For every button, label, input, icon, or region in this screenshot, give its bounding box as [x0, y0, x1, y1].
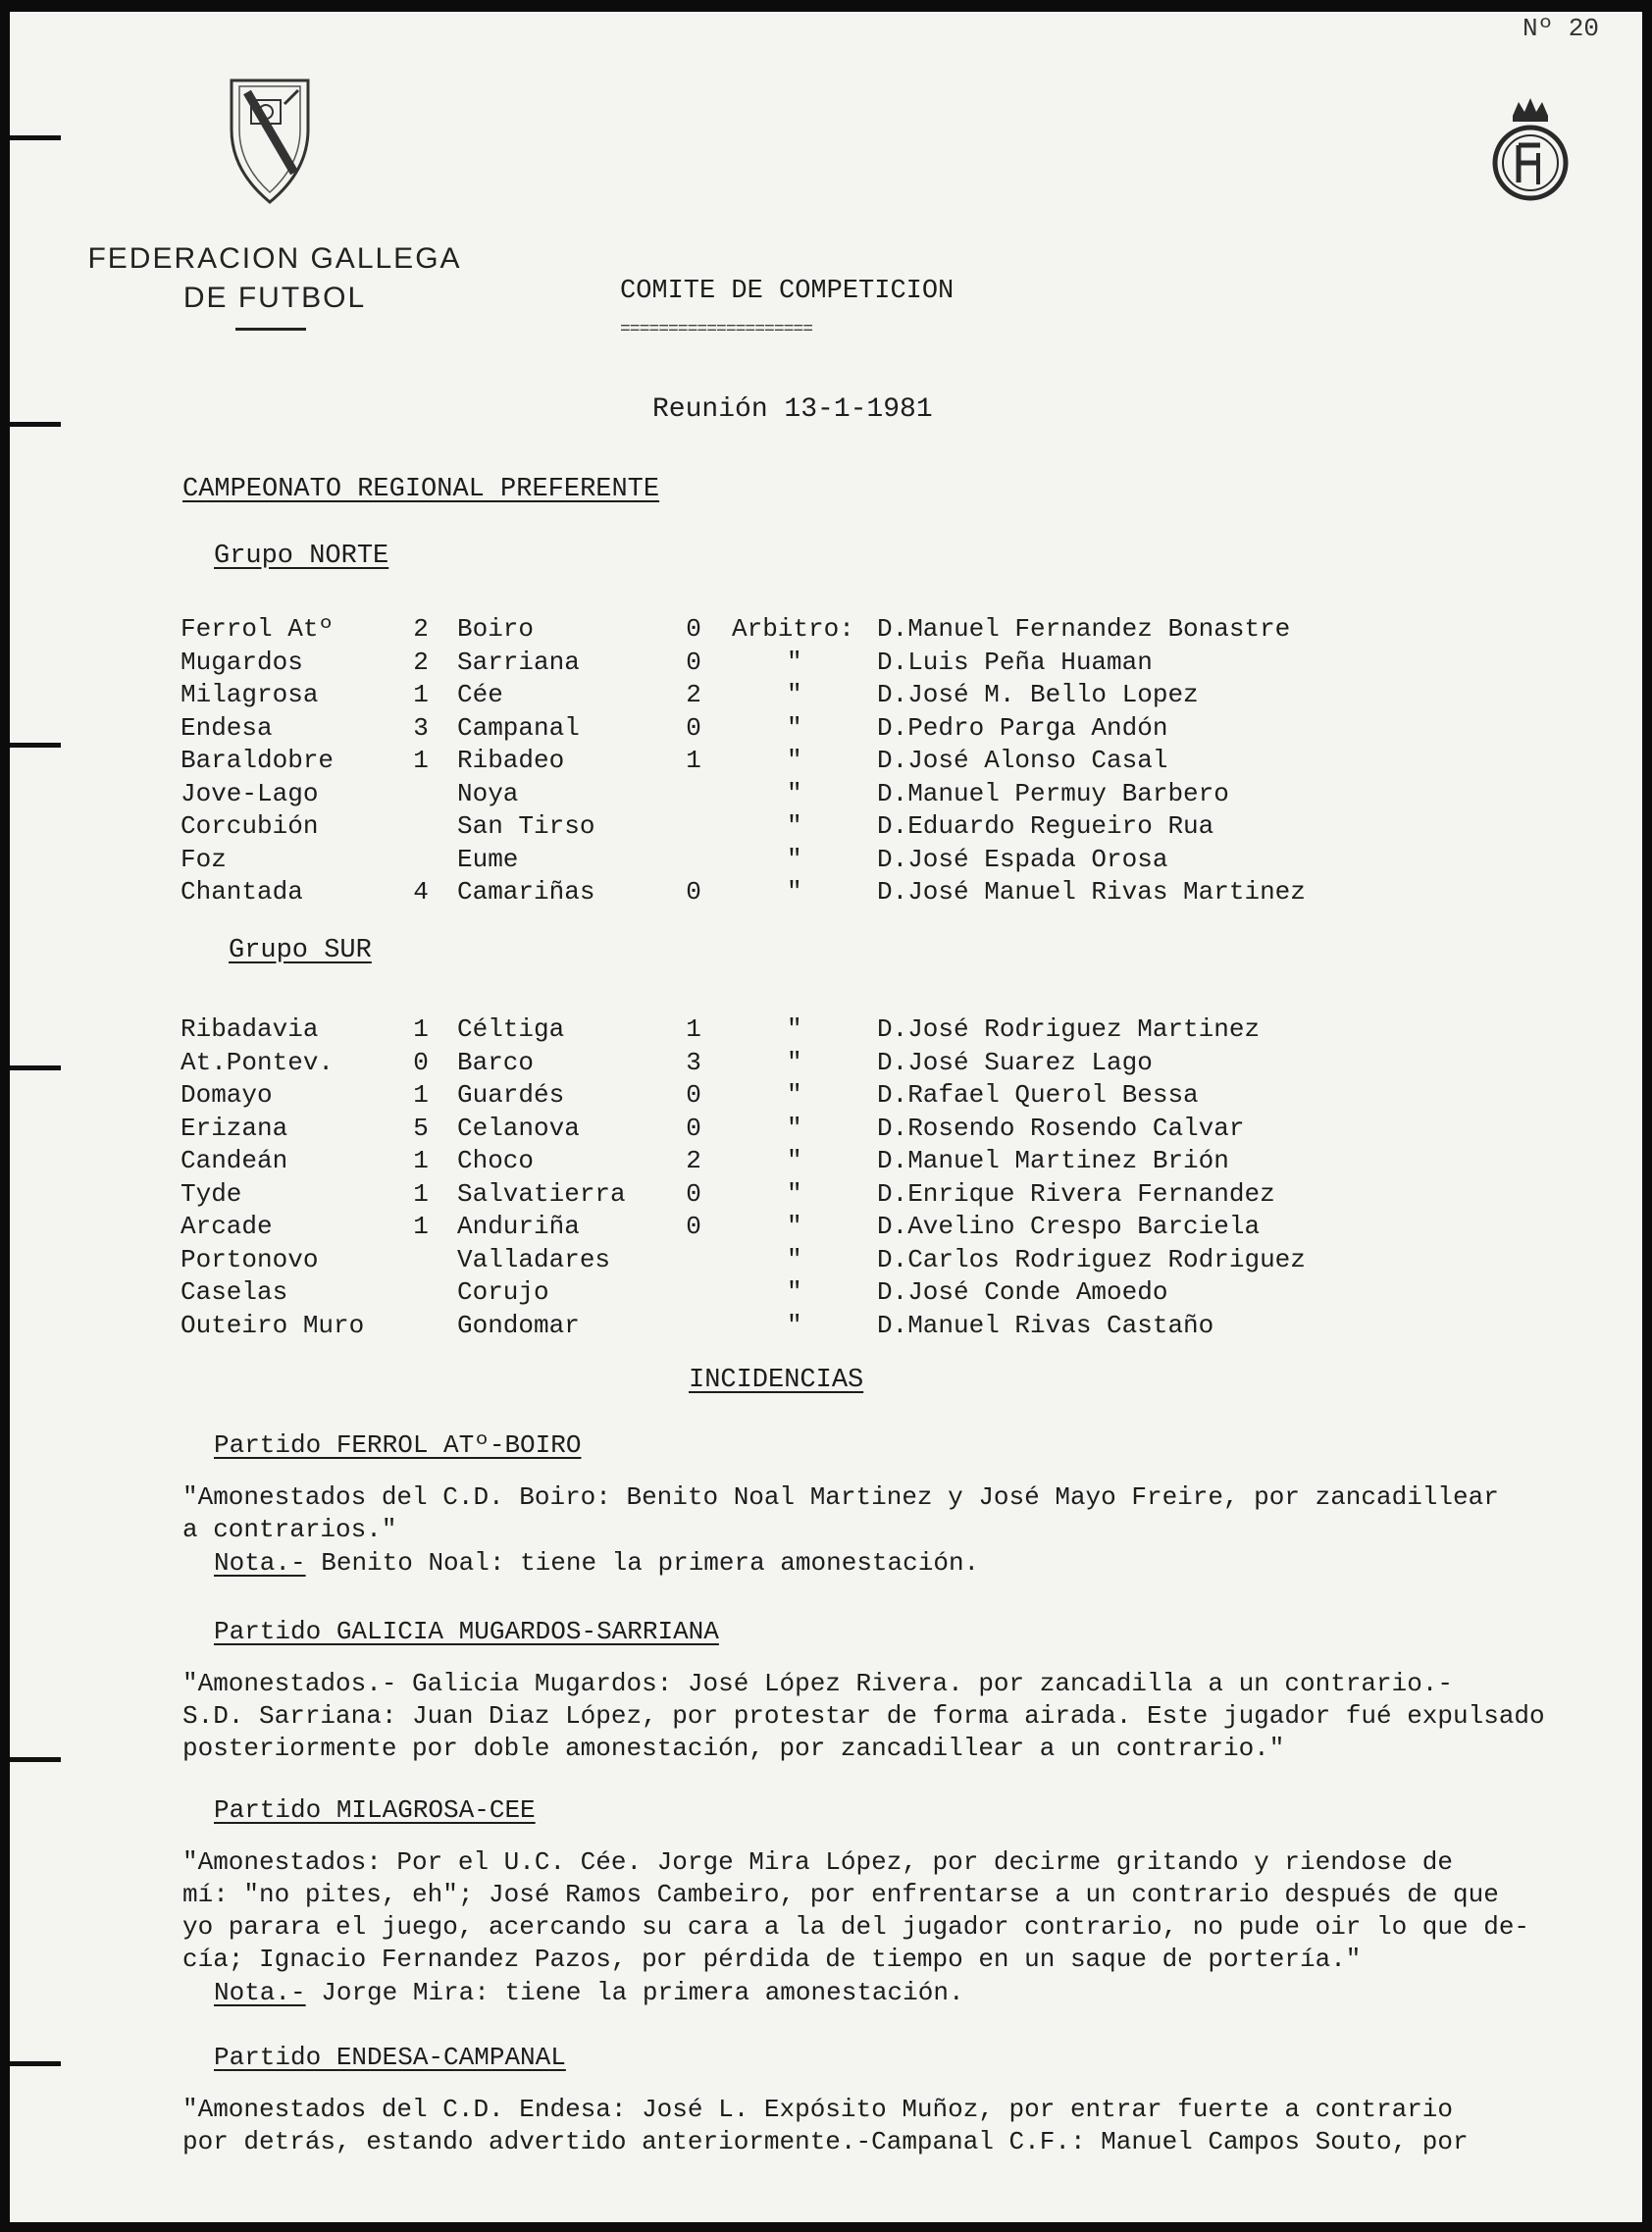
result-row	[10, 1080, 1642, 1113]
result-referee: D.José Conde Amoedo	[877, 1277, 1168, 1307]
result-away-goals: 2	[686, 680, 701, 709]
result-home-team: Baraldobre	[181, 746, 335, 775]
result-away-team: Camariñas	[457, 877, 595, 907]
incident-note	[214, 1978, 964, 2007]
result-away-team: Choco	[457, 1146, 535, 1175]
result-row	[10, 1311, 1642, 1343]
result-away-team: Barco	[457, 1047, 535, 1077]
note-label: Nota.-	[214, 1978, 306, 2007]
binder-mark	[10, 422, 61, 427]
result-away-goals: 2	[686, 1146, 701, 1175]
result-referee-label: "	[787, 811, 802, 841]
document-page	[10, 12, 1642, 2222]
result-referee-label: "	[787, 680, 802, 709]
result-referee: D.Eduardo Regueiro Rua	[877, 811, 1214, 841]
result-away-team: Eume	[457, 844, 519, 874]
result-referee: D.José Manuel Rivas Martinez	[877, 877, 1306, 907]
result-home-team: Foz	[181, 844, 227, 874]
result-referee-label: "	[787, 1146, 802, 1175]
result-referee: D.José Espada Orosa	[877, 844, 1168, 874]
result-row	[10, 713, 1642, 746]
result-home-team: Mugardos	[181, 647, 303, 677]
federation-name	[69, 239, 481, 318]
result-referee-label: "	[787, 1212, 802, 1241]
result-row	[10, 1014, 1642, 1047]
result-row	[10, 746, 1642, 778]
result-referee-label: "	[787, 1244, 802, 1274]
result-home-goals: 1	[413, 1080, 429, 1110]
result-away-team: Cée	[457, 680, 503, 709]
result-row	[10, 1212, 1642, 1244]
result-away-team: Ribadeo	[457, 746, 565, 775]
result-home-goals: 4	[413, 877, 429, 907]
result-away-team: Noya	[457, 778, 519, 808]
result-away-goals: 0	[686, 1178, 701, 1209]
result-away-team: Guardés	[457, 1080, 565, 1110]
result-row	[10, 845, 1642, 877]
result-home-team: Candeán	[181, 1146, 288, 1175]
result-home-team: Erizana	[181, 1113, 288, 1143]
incident-text: "Amonestados.- Galicia Mugardos: José López Rivera. por zancadilla a un contrario.- S.D. Sarriana: Juan Diaz López, por protestar de forma airada. Este jugador fué expulsado posteriormente por doble amonestación, por zancadillear a un contrario."	[182, 1669, 1545, 1763]
result-referee: D.Manuel Permuy Barbero	[877, 778, 1229, 808]
result-home-goals: 1	[413, 746, 429, 775]
result-row	[10, 1245, 1642, 1277]
incidents-heading: INCIDENCIAS	[689, 1366, 864, 1395]
result-away-goals: 0	[686, 1113, 701, 1143]
result-referee-label: "	[787, 1277, 802, 1307]
group-sur-heading: Grupo SUR	[229, 936, 372, 965]
result-row	[10, 680, 1642, 712]
meeting-date: Reunión 13-1-1981	[652, 394, 933, 425]
result-home-team: Chantada	[181, 877, 303, 907]
result-referee: D.José M. Bello Lopez	[877, 680, 1199, 709]
result-away-team: Sarriana	[457, 647, 580, 677]
result-row	[10, 877, 1642, 909]
result-referee-label: "	[787, 746, 802, 775]
binder-mark	[10, 2061, 61, 2066]
result-home-goals: 1	[413, 1014, 429, 1044]
result-referee: D.José Suarez Lago	[877, 1047, 1153, 1077]
result-row	[10, 1179, 1642, 1212]
result-away-goals: 1	[686, 746, 701, 775]
result-home-goals: 2	[413, 647, 429, 677]
incident-text: "Amonestados del C.D. Boiro: Benito Noal Martinez y José Mayo Freire, por zancadillear a contrarios."	[182, 1482, 1499, 1544]
result-home-team: Arcade	[181, 1212, 273, 1241]
result-row	[10, 1048, 1642, 1080]
result-referee-label: "	[787, 1047, 802, 1077]
result-home-goals: 2	[413, 614, 429, 644]
result-row	[10, 1114, 1642, 1146]
result-referee-label: "	[787, 877, 802, 907]
incident-text: "Amonestados del C.D. Endesa: José L. Expósito Muñoz, por entrar fuerte a contrario por detrás, estando advertido anteriormente.-Campanal C.F.: Manuel Campos Souto, por	[182, 2095, 1469, 2156]
championship-heading: CAMPEONATO REGIONAL PREFERENTE	[182, 475, 660, 504]
result-referee-label: "	[787, 844, 802, 874]
result-referee: D.Pedro Parga Andón	[877, 712, 1168, 743]
result-home-team: Portonovo	[181, 1244, 319, 1274]
result-referee-label: "	[787, 1113, 802, 1143]
result-row	[10, 614, 1642, 647]
result-home-team: Domayo	[181, 1080, 273, 1110]
federation-crest-icon	[226, 75, 314, 208]
result-home-team: Ferrol Atº	[181, 614, 335, 644]
incident-match-title: Partido FERROL ATº-BOIRO	[214, 1430, 582, 1460]
result-away-team: Céltiga	[457, 1014, 565, 1044]
binder-mark	[10, 135, 61, 140]
result-referee: D.Enrique Rivera Fernandez	[877, 1178, 1275, 1209]
result-home-team: Tyde	[181, 1178, 242, 1209]
note-text: Jorge Mira: tiene la primera amonestación.	[321, 1978, 964, 2007]
federation-name-line1: FEDERACION GALLEGA	[87, 242, 462, 275]
result-referee: D.José Alonso Casal	[877, 746, 1168, 775]
result-away-goals: 0	[686, 614, 701, 644]
result-home-goals: 1	[413, 1178, 429, 1209]
result-referee: D.Manuel Rivas Castaño	[877, 1310, 1214, 1340]
result-home-team: Outeiro Muro	[181, 1310, 365, 1340]
result-home-goals: 3	[413, 712, 429, 743]
result-home-team: At.Pontev.	[181, 1047, 335, 1077]
result-row	[10, 648, 1642, 680]
result-referee: D.Rafael Querol Bessa	[877, 1080, 1199, 1110]
result-home-goals: 1	[413, 1146, 429, 1175]
result-referee: D.Luis Peña Huaman	[877, 647, 1153, 677]
result-away-goals: 0	[686, 1212, 701, 1241]
result-away-team: Anduriña	[457, 1212, 580, 1241]
result-away-team: Valladares	[457, 1244, 611, 1274]
result-row	[10, 811, 1642, 844]
result-away-team: Boiro	[457, 614, 535, 644]
result-referee: D.Manuel Martinez Brión	[877, 1146, 1229, 1175]
result-home-team: Jove-Lago	[181, 778, 319, 808]
result-away-goals: 0	[686, 647, 701, 677]
incident-text: "Amonestados: Por el U.C. Cée. Jorge Mira López, por decirme gritando y riendose de mí: "no pites, eh"; José Ramos Cambeiro, por enfrentarse a un contrario después de que yo parara el juego, acercando su cara a la del jugador contrario, no pude oir lo que de- cía; Ignacio Fernandez Pazos, por pérdida de tiempo en un saque de portería."	[182, 1847, 1530, 1974]
result-away-goals: 1	[686, 1014, 701, 1044]
result-referee-label: "	[787, 1310, 802, 1340]
result-referee: D.Avelino Crespo Barciela	[877, 1212, 1261, 1241]
result-away-goals: 0	[686, 712, 701, 743]
group-norte-heading: Grupo NORTE	[214, 542, 389, 571]
incident-note	[214, 1548, 979, 1578]
committee-title-rule: ====================	[620, 320, 813, 339]
note-text: Benito Noal: tiene la primera amonestación.	[321, 1548, 980, 1578]
federation-underline	[235, 328, 306, 331]
result-home-team: Corcubión	[181, 811, 319, 841]
result-referee-label: "	[787, 1178, 802, 1209]
result-away-team: Corujo	[457, 1277, 549, 1307]
result-referee-label: "	[787, 647, 802, 677]
result-home-team: Endesa	[181, 712, 273, 743]
binder-mark	[10, 1757, 61, 1762]
result-referee: D.Rosendo Rosendo Calvar	[877, 1113, 1245, 1143]
result-referee: D.Carlos Rodriguez Rodriguez	[877, 1244, 1306, 1274]
page-number: Nº 20	[1522, 14, 1599, 43]
incident-match-title: Partido ENDESA-CAMPANAL	[214, 2043, 566, 2072]
result-home-goals: 1	[413, 680, 429, 709]
result-referee: D.José Rodriguez Martinez	[877, 1014, 1261, 1044]
result-referee-label: "	[787, 1014, 802, 1044]
incident-match-title: Partido GALICIA MUGARDOS-SARRIANA	[214, 1617, 719, 1646]
federation-name-line2: DE FUTBOL	[182, 282, 367, 314]
result-away-team: Celanova	[457, 1113, 580, 1143]
result-away-goals: 0	[686, 877, 701, 907]
result-home-goals: 5	[413, 1113, 429, 1143]
result-home-team: Milagrosa	[181, 680, 319, 709]
result-home-goals: 1	[413, 1212, 429, 1241]
result-away-team: Salvatierra	[457, 1178, 626, 1209]
result-referee-label: Arbitro:	[732, 614, 854, 644]
result-referee: D.Manuel Fernandez Bonastre	[877, 614, 1291, 644]
committee-title: COMITE DE COMPETICION	[620, 277, 955, 306]
result-away-team: Campanal	[457, 712, 580, 743]
result-row	[10, 779, 1642, 811]
note-label: Nota.-	[214, 1548, 306, 1578]
result-away-team: Gondomar	[457, 1310, 580, 1340]
result-referee-label: "	[787, 778, 802, 808]
rfef-emblem-icon	[1489, 94, 1572, 204]
incident-match-title: Partido MILAGROSA-CEE	[214, 1795, 536, 1825]
result-away-goals: 0	[686, 1080, 701, 1110]
result-home-team: Ribadavia	[181, 1014, 319, 1044]
result-away-goals: 3	[686, 1047, 701, 1077]
result-row	[10, 1277, 1642, 1310]
result-referee-label: "	[787, 1080, 802, 1110]
result-home-goals: 0	[413, 1047, 429, 1077]
result-away-team: San Tirso	[457, 811, 595, 841]
result-home-team: Caselas	[181, 1277, 288, 1307]
result-row	[10, 1146, 1642, 1178]
result-referee-label: "	[787, 712, 802, 743]
